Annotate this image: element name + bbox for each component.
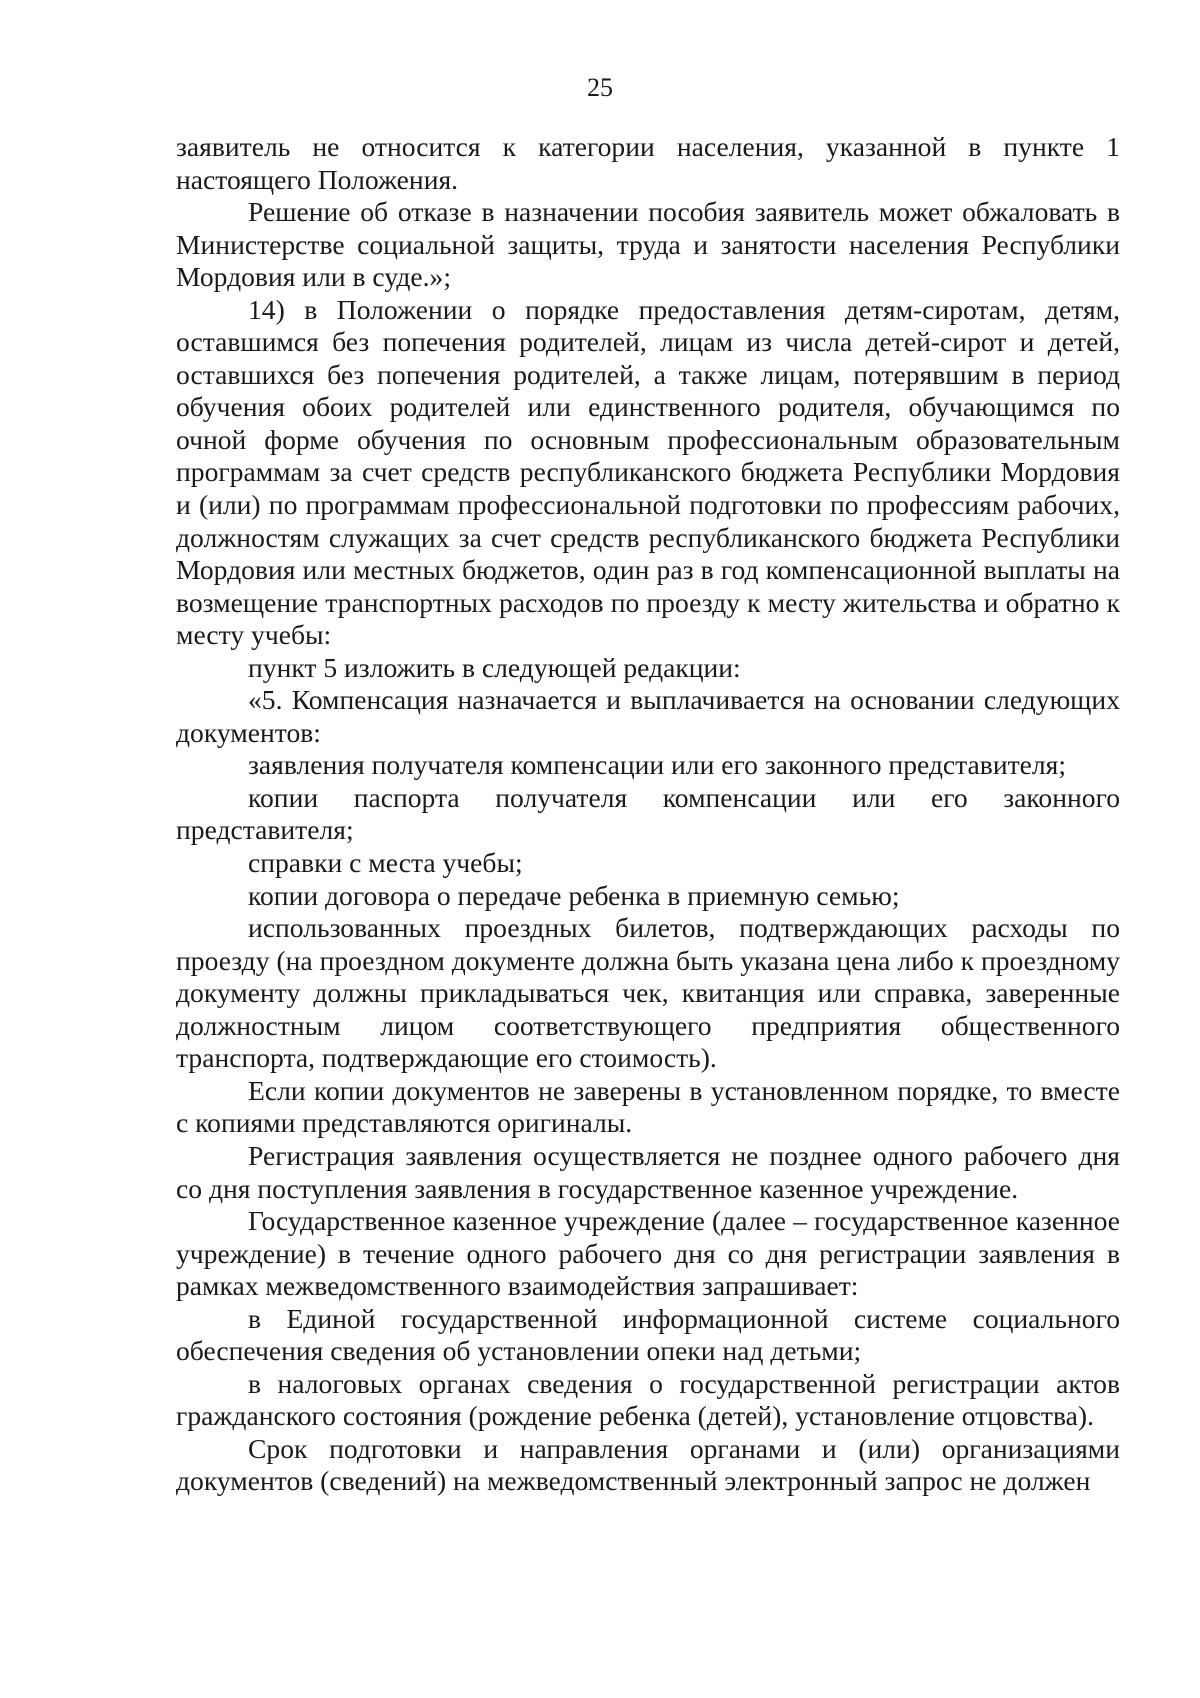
paragraph-deadline: Срок подготовки и направления органами и (или) организациями документов (сведений) на межведомственный электронный запрос не должен [176,1432,1120,1497]
document-body [176,131,1120,1498]
paragraph-doc-tickets: использованных проездных билетов, подтверждающих расходы по проезду (на проездном документе должна быть указана цена либо к проездному документу должны прикладываться чек, квитанция или справка, заверенные должностным лицом соответствующего предприятия общественного транспорта, подтверждающие его стоимость). [176,912,1120,1074]
paragraph-tax-authorities: в налоговых органах сведения о государственной регистрации актов гражданского состояния (рождение ребенка (детей), установление отцовства). [176,1367,1120,1432]
paragraph-doc-foster-contract: копии договора о передаче ребенка в приемную семью; [248,879,900,911]
paragraph-doc-passport: копии паспорта получателя компенсации или его законного представителя; [176,781,1120,846]
paragraph-doc-study-certificate: справки с места учебы; [248,847,523,879]
paragraph-registration: Регистрация заявления осуществляется не позднее одного рабочего дня со дня поступления заявления в государственное казенное учреждение. [176,1139,1120,1204]
paragraph-originals: Если копии документов не заверены в установленном порядке, то вместе с копиями представляются оригиналы. [176,1074,1120,1139]
paragraph-point-5: «5. Компенсация назначается и выплачивается на основании следующих документов: [176,684,1120,748]
paragraph-point-5-intro: пункт 5 изложить в следующей редакции: [248,651,741,683]
paragraph-appeal-refusal: Решение об отказе в назначении пособия заявитель может обжаловать в Министерстве социальной защиты, труда и занятости населения Республики Мордовия или в суде.»; [176,196,1120,293]
paragraph-applicant-category: заявитель не относится к категории населения, указанной в пункте 1 настоящего Положения. [176,131,1120,195]
paragraph-doc-application: заявления получателя компенсации или его законного представителя; [248,749,1067,781]
page-number: 25 [587,73,613,102]
paragraph-item-14: 14) в Положении о порядке предоставления детям-сиротам, детям, оставшимся без попечения родителей, лицам из числа детей-сирот и детей, оставшихся без попечения родителей, а также лицам, потерявшим в период обучения обоих родителей или единственного родителя, обучающимся по очной форме обучения по основным профессиональным образовательным программам за счет средств республиканского бюджета Республики Мордовия и (или) по программам профессиональной подготовки по профессиям рабочих, должностям служащих за счет средств республиканского бюджета Республики Мордовия или местных бюджетов, один раз в год компенсационной выплаты на возмещение транспортных расходов по проезду к месту жительства и обратно к месту учебы: [176,293,1120,651]
paragraph-egisso: в Единой государственной информационной системе социального обеспечения сведения об установлении опеки над детьми; [176,1302,1120,1367]
paragraph-interagency-request: Государственное казенное учреждение (далее – государственное казенное учреждение) в течение одного рабочего дня со дня регистрации заявления в рамках межведомственного взаимодействия запрашивает: [176,1205,1120,1302]
